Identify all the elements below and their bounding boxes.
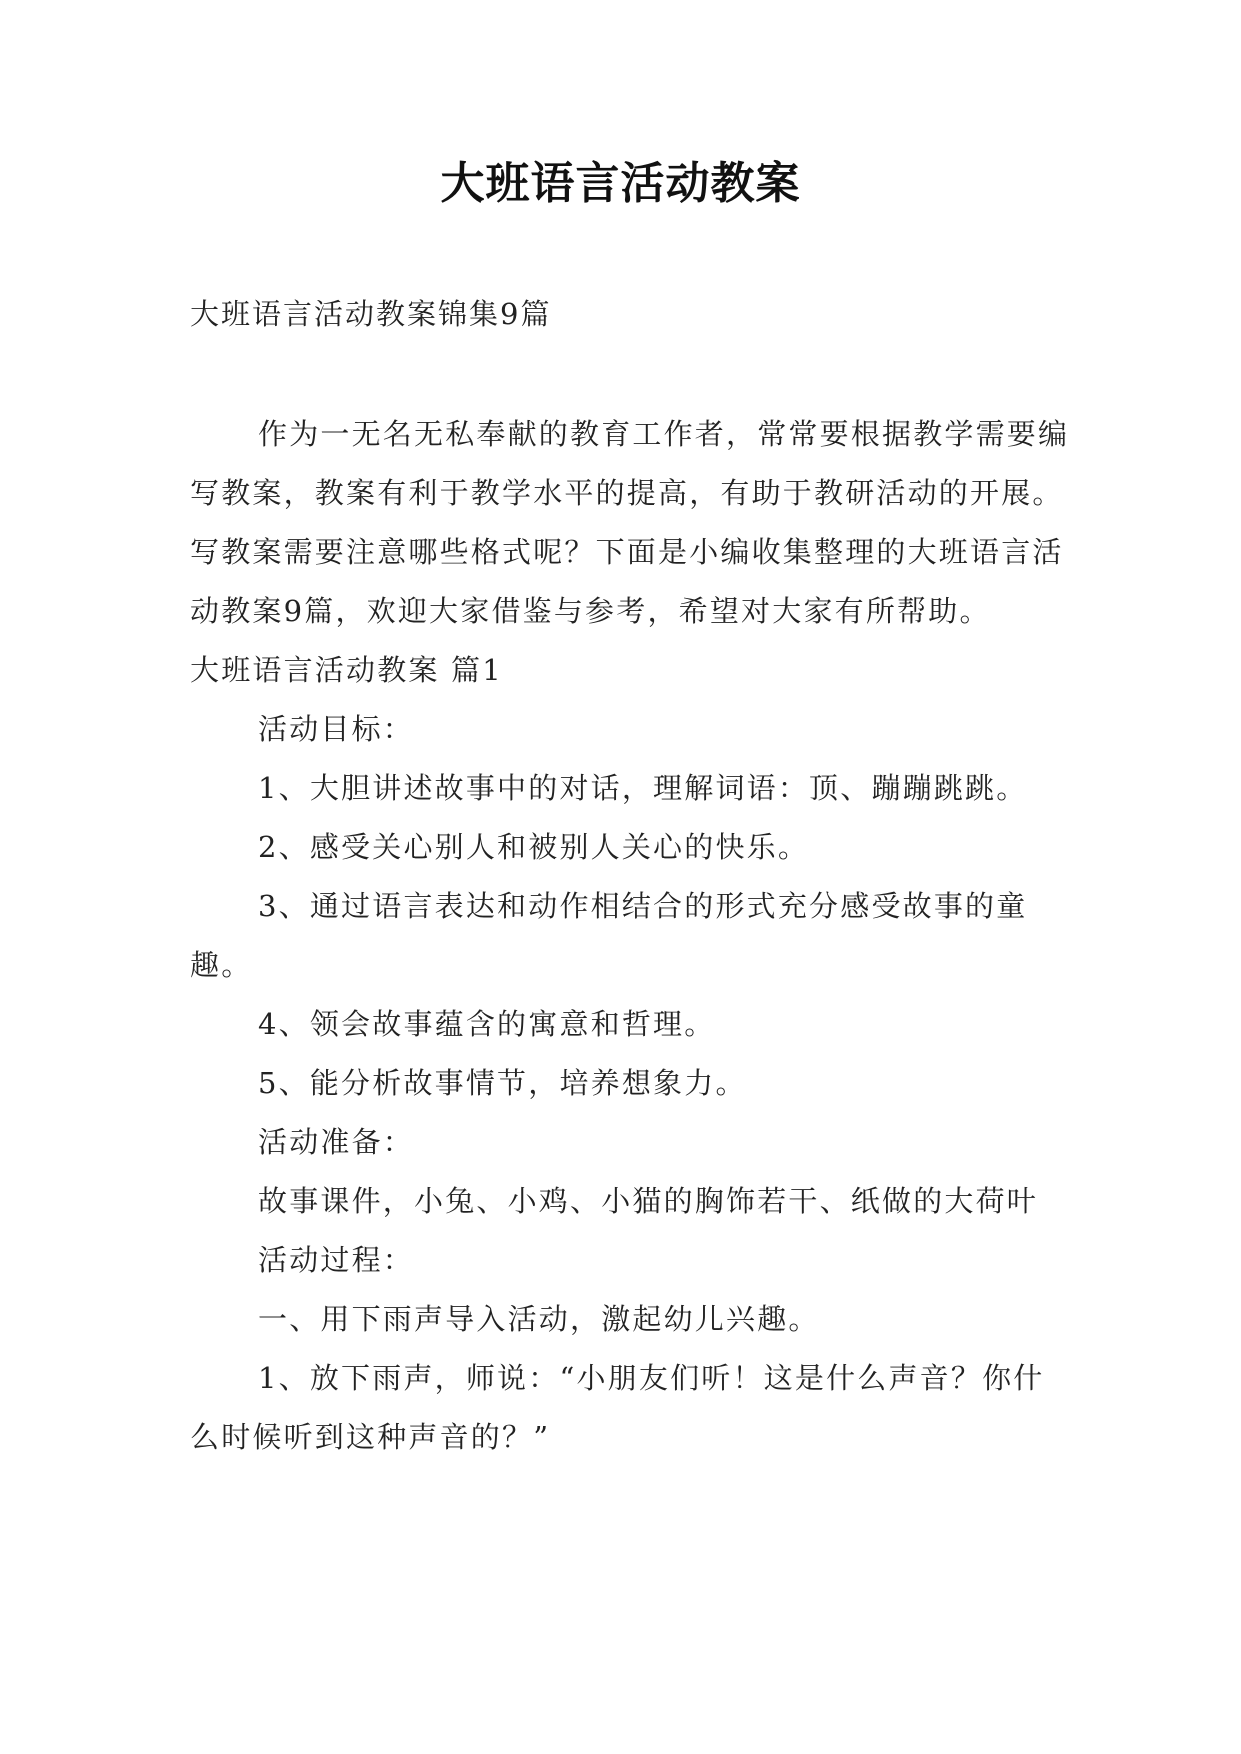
document-subtitle: 大班语言活动教案锦集9篇 bbox=[190, 297, 552, 331]
intro-paragraph: 作为一无名无私奉献的教育工作者，常常要根据教学需要编写教案，教案有利于教学水平的提高，有助于教研活动的开展。写教案需要注意哪些格式呢？下面是小编收集整理的大班语言活动教案9篇，欢迎大家借鉴与参考，希望对大家有所帮助。 bbox=[190, 417, 1070, 628]
activity-process-heading: 活动过程： bbox=[258, 1243, 415, 1277]
goal-item: 1、大胆讲述故事中的对话，理解词语：顶、蹦蹦跳跳。 bbox=[258, 771, 1028, 805]
goal-item: 5、能分析故事情节，培养想象力。 bbox=[258, 1066, 747, 1100]
activity-preparation-heading: 活动准备： bbox=[258, 1125, 415, 1159]
goal-item: 2、感受关心别人和被别人关心的快乐。 bbox=[258, 830, 810, 864]
activity-goals-heading: 活动目标： bbox=[258, 712, 415, 746]
goal-item: 4、领会故事蕴含的寓意和哲理。 bbox=[258, 1007, 716, 1041]
goal-item: 3、通过语言表达和动作相结合的形式充分感受故事的童趣。 bbox=[190, 889, 1028, 982]
process-step: 一、用下雨声导入活动，激起幼儿兴趣。 bbox=[258, 1302, 820, 1336]
document-body bbox=[190, 405, 1070, 1467]
process-step: 1、放下雨声，师说：“小朋友们听！这是什么声音？你什么时候听到这种声音的？” bbox=[190, 1361, 1045, 1454]
document-title: 大班语言活动教案 bbox=[440, 158, 801, 209]
preparation-text: 故事课件，小兔、小鸡、小猫的胸饰若干、纸做的大荷叶 bbox=[258, 1184, 1039, 1218]
section-heading: 大班语言活动教案 篇1 bbox=[190, 653, 503, 687]
